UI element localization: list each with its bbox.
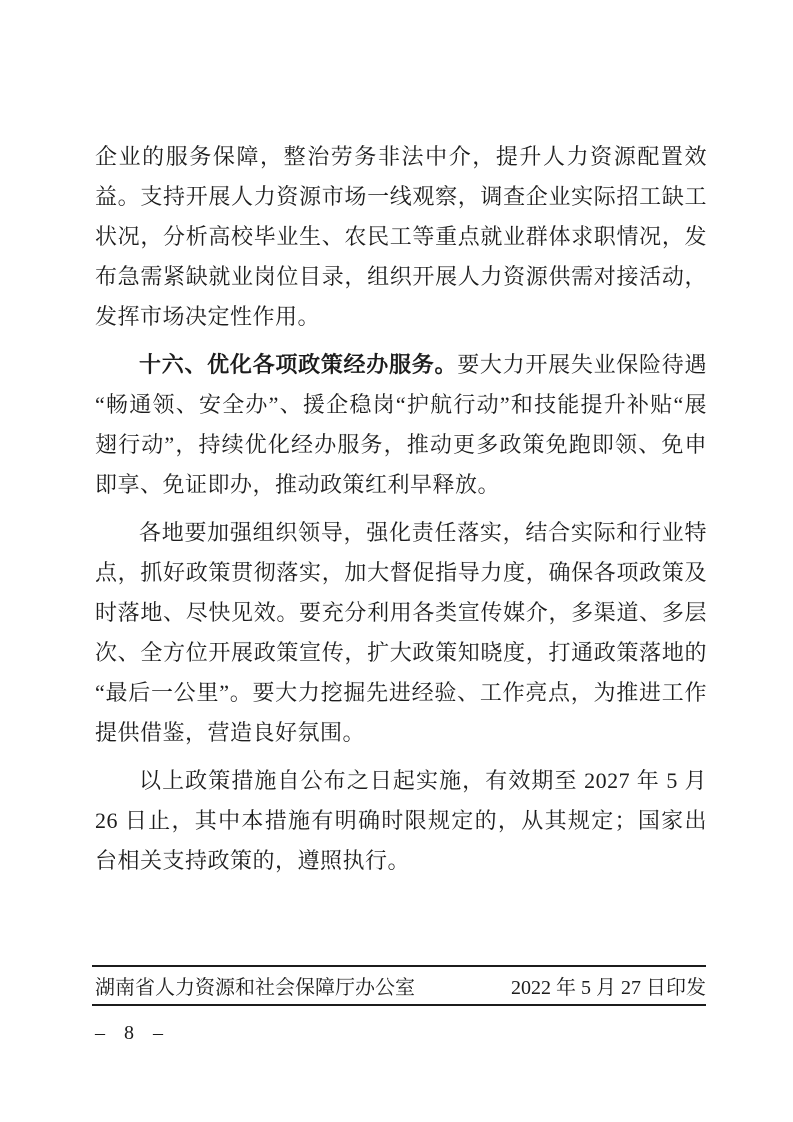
paragraph-text: 以上政策措施自公布之日起实施，有效期至 2027 年 5 月 26 日止，其中本措施有明确时限规定的，从其规定；国家出台相关支持政策的，遵照执行。 (95, 768, 707, 873)
paragraph-organization-leadership (95, 513, 707, 753)
paragraph-service-guarantee (95, 137, 707, 337)
section-sixteen-heading: 十六、优化各项政策经办服务。 (139, 352, 458, 377)
paragraph-text: 各地要加强组织领导，强化责任落实，结合实际和行业特点，抓好政策贯彻落实，加大督促指导力度，确保各项政策及时落地、尽快见效。要充分利用各类宣传媒介，多渠道、多层次、全方位开展政策宣传，扩大政策知晓度，打通政策落地的“最后一公里”。要大力挖掘先进经验、工作亮点，为推进工作提供借鉴，营造良好氛围。 (95, 520, 708, 745)
footer-issuer-row (95, 967, 706, 1004)
paragraph-text: 要大力开展失业保险待遇“畅通领、安全办”、援企稳岗“护航行动”和技能提升补贴“展翅行动”，持续优化经办服务，推动更多政策免跑即领、免申即享、免证即办，推动政策红利早释放。 (95, 352, 707, 497)
print-date: 2022 年 5 月 27 日印发 (511, 977, 706, 999)
issuing-office: 湖南省人力资源和社会保障厅办公室 (95, 977, 415, 999)
page-number: – 8 – (95, 1022, 170, 1044)
paragraph-text: 企业的服务保障，整治劳务非法中介，提升人力资源配置效益。支持开展人力资源市场一线观察，调查企业实际招工缺工状况，分析高校毕业生、农民工等重点就业群体求职情况，发布急需紧缺就业岗位目录，组织开展人力资源供需对接活动，发挥市场决定性作用。 (95, 144, 707, 329)
document-body (95, 137, 707, 889)
paragraph-effective-period (95, 761, 707, 881)
paragraph-section-sixteen (95, 345, 707, 505)
footer-rule-bottom (92, 1004, 706, 1006)
